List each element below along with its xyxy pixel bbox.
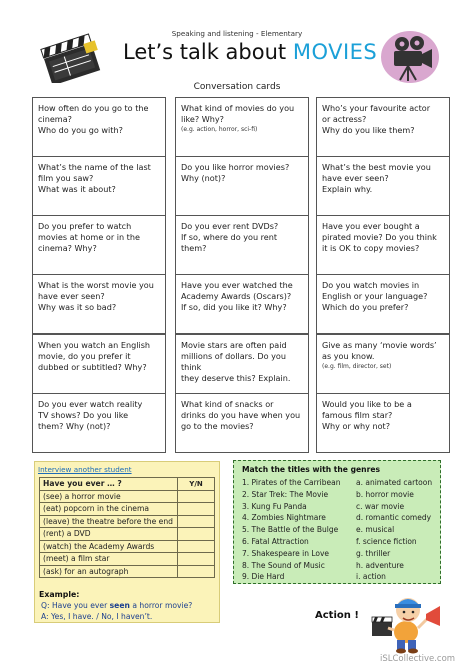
- genre-item: i. action: [356, 572, 386, 582]
- conversation-card: [175, 274, 309, 334]
- yn-answer-cell[interactable]: [178, 553, 215, 566]
- interview-item: (ask) for an autograph: [40, 565, 178, 578]
- genre-item: d. romantic comedy: [356, 513, 432, 523]
- card-question: Do you ever watch reality TV shows? Do you like them? Why (not)?: [38, 399, 143, 431]
- card-question: Do you watch movies in English or your language? Which do you prefer?: [322, 280, 428, 312]
- conversation-card: [32, 393, 166, 453]
- conversation-card: [316, 156, 450, 216]
- interview-item: (see) a horror movie: [40, 490, 178, 503]
- genre-item: e. musical: [356, 525, 395, 535]
- interview-item: (watch) the Academy Awards: [40, 540, 178, 553]
- card-question: How often do you go to the cinema? Who do you go with?: [38, 103, 149, 135]
- card-note: (e.g. film, director, set): [322, 363, 392, 370]
- yn-answer-cell[interactable]: [178, 503, 215, 516]
- conversation-card: [316, 97, 450, 157]
- conversation-card: [175, 156, 309, 216]
- example-answer: A: Yes, I have. / No, I haven’t.: [41, 612, 153, 621]
- interview-heading: Interview another student: [38, 465, 132, 474]
- movie-title-item: 7. Shakespeare in Love: [242, 548, 330, 558]
- interview-panel: [34, 461, 220, 623]
- movie-title-item: 9. Die Hard: [242, 572, 285, 582]
- table-row: [40, 490, 215, 503]
- card-question: What’s the name of the last film you saw? What was it about?: [38, 162, 151, 194]
- card-question: Do you ever rent DVDs? If so, where do you rent them?: [181, 221, 279, 253]
- example-question-prefix: Q: Have you ever: [41, 601, 108, 610]
- card-question: What’s the best movie you have ever seen? Explain why.: [322, 162, 431, 194]
- conversation-card: [32, 274, 166, 334]
- table-row: [40, 540, 215, 553]
- card-note: (e.g. action, horror, sci-fi): [181, 126, 258, 133]
- conversation-cards-heading: Conversation cards: [193, 82, 281, 92]
- conversation-card: [316, 393, 450, 453]
- example-question: [41, 601, 192, 610]
- yn-column-header: Y/N: [178, 478, 215, 491]
- card-question: Give as many ‘movie words’ as you know.: [322, 340, 437, 361]
- table-header-row: [40, 478, 215, 491]
- movie-title-item: 3. Kung Fu Panda: [242, 501, 307, 511]
- example-label: Example:: [39, 590, 80, 599]
- movie-title-item: 1. Pirates of the Carribean: [242, 478, 341, 487]
- yn-answer-cell[interactable]: [178, 565, 215, 578]
- conversation-card: [316, 334, 450, 394]
- worksheet-level: Speaking and listening - Elementary: [171, 29, 303, 38]
- table-row: [40, 503, 215, 516]
- interview-table: [39, 477, 215, 578]
- conversation-card: [316, 215, 450, 275]
- interview-item: (eat) popcorn in the cinema: [40, 503, 178, 516]
- director-cartoon: [368, 588, 444, 654]
- table-row: [40, 515, 215, 528]
- title-prefix: Let’s talk about: [123, 40, 287, 64]
- genre-item: h. adventure: [356, 560, 404, 570]
- yn-answer-cell[interactable]: [178, 528, 215, 541]
- card-question: Do you prefer to watch movies at home or in the cinema? Why?: [38, 221, 140, 253]
- question-column-header: Have you ever … ?: [40, 478, 178, 491]
- table-row: [40, 553, 215, 566]
- interview-item: (meet) a film star: [40, 553, 178, 566]
- clapperboard-icon: [34, 27, 104, 83]
- genre-item: a. animated cartoon: [356, 478, 433, 487]
- interview-item: (rent) a DVD: [40, 528, 178, 541]
- genre-item: f. science fiction: [356, 536, 417, 546]
- movie-title-item: 5. The Battle of the Bulge: [242, 525, 339, 535]
- card-question: What is the worst movie you have ever seen? Why was it so bad?: [38, 280, 154, 312]
- conversation-card: [175, 215, 309, 275]
- conversation-card: [175, 97, 309, 157]
- conversation-card: [32, 97, 166, 157]
- card-question: Would you like to be a famous film star? Why or why not?: [322, 399, 412, 431]
- card-question: What kind of movies do you like? Why?: [181, 103, 295, 124]
- movie-title-item: 2. Star Trek: The Movie: [242, 489, 329, 499]
- genre-item: b. horror movie: [356, 489, 414, 499]
- card-question: Who’s your favourite actor or actress? Why do you like them?: [322, 103, 431, 135]
- card-question: Movie stars are often paid millions of dollars. Do you think they deserve this? Explain.: [181, 340, 291, 383]
- movie-titles-list: [242, 477, 341, 583]
- example-question-verb: seen: [109, 601, 130, 610]
- conversation-card: [316, 274, 450, 334]
- conversation-card: [175, 334, 309, 394]
- conversation-card: [175, 393, 309, 453]
- yn-answer-cell[interactable]: [178, 540, 215, 553]
- site-watermark: iSLCollective.com: [380, 654, 456, 664]
- page-title: [123, 40, 377, 64]
- genre-item: g. thriller: [356, 548, 391, 558]
- film-camera-icon: [380, 30, 440, 84]
- action-label: Action !: [315, 610, 359, 621]
- yn-answer-cell[interactable]: [178, 490, 215, 503]
- interview-item: (leave) the theatre before the end: [40, 515, 178, 528]
- conversation-card: [32, 334, 166, 394]
- card-question: What kind of snacks or drinks do you have when you go to the movies?: [181, 399, 301, 431]
- title-accent: MOVIES: [292, 40, 378, 64]
- example-question-suffix: a horror movie?: [132, 601, 193, 610]
- movie-title-item: 6. Fatal Attraction: [242, 536, 309, 546]
- genre-item: c. war movie: [356, 501, 405, 511]
- match-genres-panel: [233, 460, 441, 584]
- card-question: Do you like horror movies? Why (not)?: [181, 162, 290, 183]
- card-question: When you watch an English movie, do you prefer it dubbed or subtitled? Why?: [38, 340, 151, 372]
- genres-list: [356, 477, 432, 583]
- yn-answer-cell[interactable]: [178, 515, 215, 528]
- table-row: [40, 565, 215, 578]
- movie-title-item: 8. The Sound of Music: [242, 560, 325, 570]
- movie-title-item: 4. Zombies Nightmare: [242, 513, 326, 523]
- table-row: [40, 528, 215, 541]
- card-question: Have you ever bought a pirated movie? Do you think it is OK to copy movies?: [322, 221, 437, 253]
- conversation-card: [32, 156, 166, 216]
- card-question: Have you ever watched the Academy Awards (Oscars)? If so, did you like it? Why?: [181, 280, 293, 312]
- conversation-card: [32, 215, 166, 275]
- match-heading: Match the titles with the genres: [242, 465, 381, 474]
